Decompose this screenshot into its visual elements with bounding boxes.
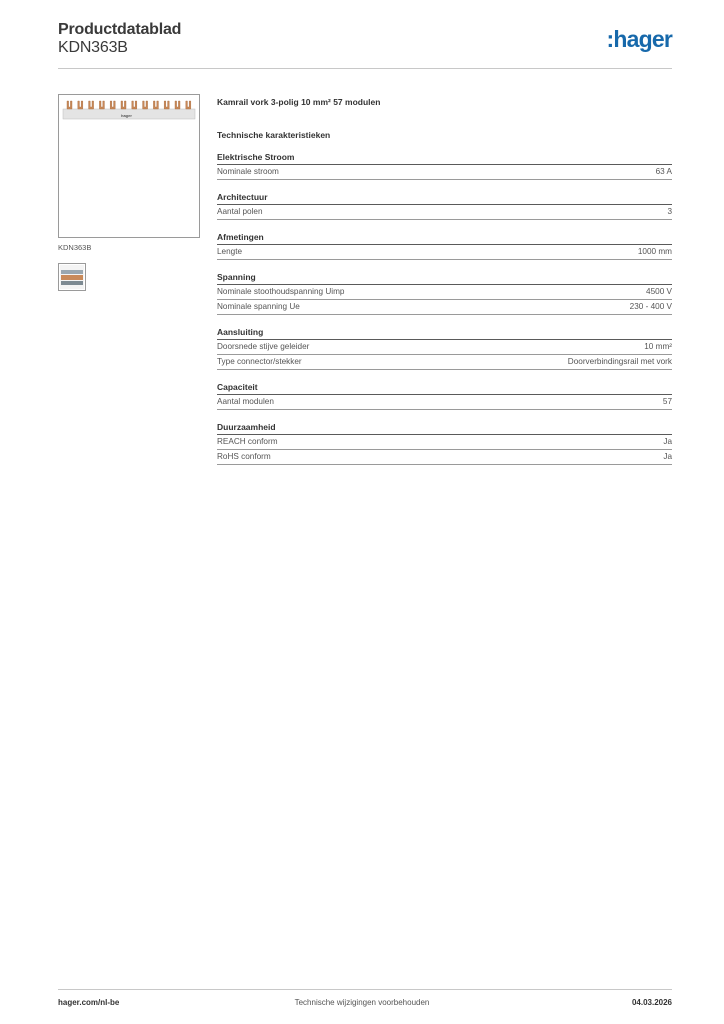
image-caption: KDN363B — [58, 243, 92, 252]
spec-value: 10 mm² — [644, 342, 672, 351]
image-label: hager — [121, 113, 132, 118]
spec-row — [217, 165, 672, 180]
spec-row — [217, 450, 672, 465]
spec-value: 1000 mm — [637, 247, 672, 256]
spec-label: RoHS conform — [217, 452, 271, 461]
spec-section — [217, 421, 672, 465]
spec-row — [217, 245, 672, 260]
spec-row — [217, 355, 672, 370]
spec-value: Ja — [663, 452, 672, 461]
spec-value: Doorverbindingsrail met vork — [567, 357, 672, 366]
spec-row — [217, 340, 672, 355]
header-divider — [58, 68, 672, 69]
fork-tooth — [121, 101, 126, 109]
fork-tooth — [67, 101, 72, 109]
fork-tooth — [110, 101, 115, 109]
fork-tooth — [164, 101, 169, 109]
tech-heading: Technische karakteristieken — [217, 130, 331, 140]
spec-section — [217, 231, 672, 260]
footer-disclaimer: Technische wijzigingen voorbehouden — [294, 998, 430, 1007]
footer-divider — [58, 989, 672, 990]
product-image — [58, 94, 200, 238]
spec-value: Ja — [663, 437, 672, 446]
thumbnail-image[interactable] — [58, 263, 86, 291]
footer-website[interactable]: hager.com/nl-be — [58, 998, 120, 1007]
spec-value: 230 - 400 V — [629, 302, 672, 311]
spec-row — [217, 435, 672, 450]
spec-label: Aantal modulen — [217, 397, 274, 406]
product-name: Kamrail vork 3-polig 10 mm² 57 modulen — [217, 97, 381, 107]
section-title: Spanning — [217, 271, 672, 285]
spec-row — [217, 285, 672, 300]
hager-logo: :hager — [606, 26, 672, 52]
section-title: Aansluiting — [217, 326, 672, 340]
spec-section — [217, 271, 672, 315]
spec-label: Doorsnede stijve geleider — [217, 342, 310, 351]
footer-date: 04.03.2026 — [631, 998, 672, 1007]
spec-section — [217, 326, 672, 370]
fork-tooth — [99, 101, 104, 109]
fork-tooth — [186, 101, 191, 109]
spec-section — [217, 191, 672, 220]
fork-tooth — [78, 101, 83, 109]
fork-tooth — [153, 101, 158, 109]
spec-label: Aantal polen — [217, 207, 263, 216]
spec-label: Nominale stoothoudspanning Uimp — [217, 287, 345, 296]
spec-row — [217, 395, 672, 410]
section-title: Architectuur — [217, 191, 672, 205]
spec-value: 3 — [667, 207, 672, 216]
spec-label: REACH conform — [217, 437, 278, 446]
spec-section — [217, 151, 672, 180]
page-title: Productdatablad — [58, 21, 182, 38]
spec-row — [217, 300, 672, 315]
section-title: Capaciteit — [217, 381, 672, 395]
product-code: KDN363B — [58, 39, 128, 56]
fork-tooth — [143, 101, 148, 109]
section-title: Elektrische Stroom — [217, 151, 672, 165]
spec-value: 4500 V — [646, 287, 672, 296]
spec-value: 57 — [662, 397, 672, 406]
spec-label: Nominale stroom — [217, 167, 279, 176]
spec-table — [217, 96, 672, 465]
spec-row — [217, 205, 672, 220]
fork-tooth — [132, 101, 137, 109]
spec-label: Nominale spanning Ue — [217, 302, 300, 311]
fork-tooth — [89, 101, 94, 109]
section-title: Duurzaamheid — [217, 421, 672, 435]
fork-tooth — [175, 101, 180, 109]
spec-value: 63 A — [655, 167, 672, 176]
section-title: Afmetingen — [217, 231, 672, 245]
spec-label: Type connector/stekker — [217, 357, 302, 366]
spec-section — [217, 381, 672, 410]
busbar-illustration — [59, 95, 199, 237]
spec-label: Lengte — [217, 247, 243, 256]
